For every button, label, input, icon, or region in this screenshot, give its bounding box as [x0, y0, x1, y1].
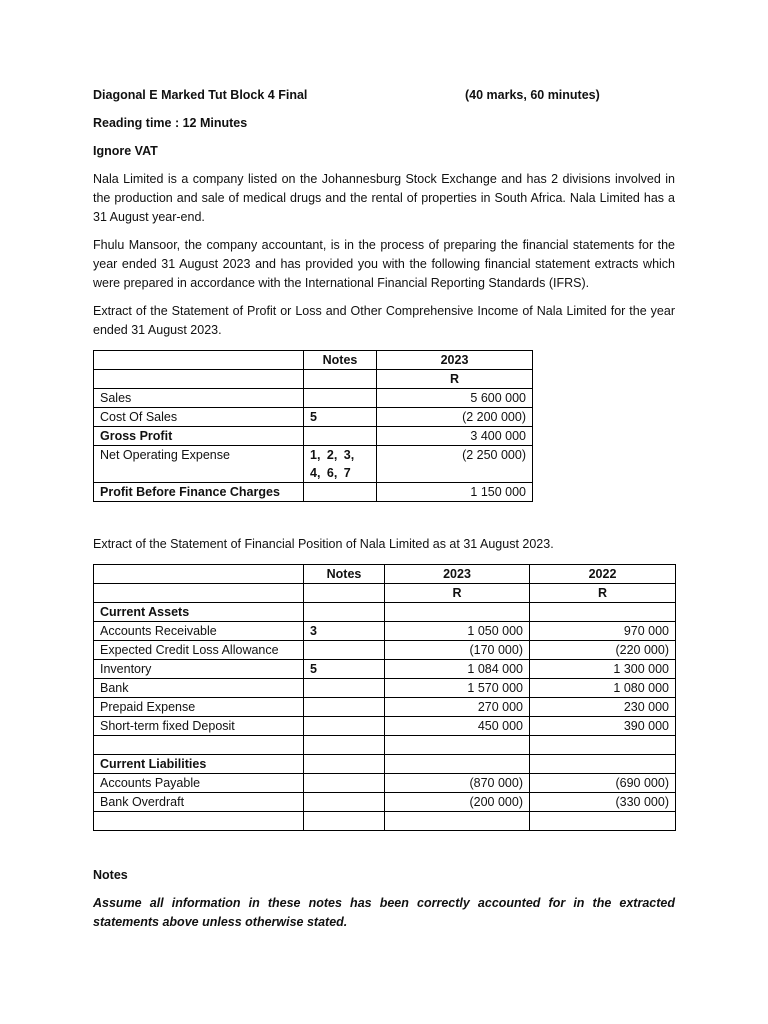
row-note: 3: [304, 622, 385, 641]
table-row: [94, 641, 676, 660]
document-page: [93, 86, 675, 932]
row-label: Prepaid Expense: [94, 698, 304, 717]
table-currency-row: [94, 584, 676, 603]
row-value: (2 250 000): [377, 446, 533, 483]
notes-header: Notes: [304, 351, 377, 370]
year-2022-header: 2022: [530, 565, 676, 584]
row-value: 1 150 000: [377, 483, 533, 502]
row-note: [304, 483, 377, 502]
table-header-row: [94, 351, 533, 370]
table-currency-row: [94, 370, 533, 389]
row-label: Gross Profit: [94, 427, 304, 446]
row-value: 3 400 000: [377, 427, 533, 446]
empty-row: [94, 736, 676, 755]
row-value-2022: (220 000): [530, 641, 676, 660]
row-value-2023: 1 050 000: [385, 622, 530, 641]
currency-header: R: [385, 584, 530, 603]
row-label: Cost Of Sales: [94, 408, 304, 427]
table-row: [94, 389, 533, 408]
notes-heading: Notes: [93, 868, 128, 882]
year-2023-header: 2023: [385, 565, 530, 584]
reading-time: Reading time : 12 Minutes: [93, 116, 248, 130]
row-value-2022: 970 000: [530, 622, 676, 641]
row-note: 1, 2, 3, 4, 6, 7: [304, 446, 377, 483]
row-value-2023: 1 084 000: [385, 660, 530, 679]
row-value: (2 200 000): [377, 408, 533, 427]
row-value-2022: 390 000: [530, 717, 676, 736]
financial-position-table: [93, 564, 676, 831]
row-note: [304, 793, 385, 812]
row-label: Bank Overdraft: [94, 793, 304, 812]
row-note: [304, 679, 385, 698]
table-row: [94, 660, 676, 679]
row-value-2023: 270 000: [385, 698, 530, 717]
row-value-2022: 230 000: [530, 698, 676, 717]
empty-row: [94, 812, 676, 831]
table-row: [94, 408, 533, 427]
row-label: Accounts Receivable: [94, 622, 304, 641]
row-note: 5: [304, 660, 385, 679]
row-note: [304, 717, 385, 736]
row-label: Expected Credit Loss Allowance: [94, 641, 304, 660]
ignore-vat: Ignore VAT: [93, 144, 158, 158]
row-label: Accounts Payable: [94, 774, 304, 793]
row-value-2023: (870 000): [385, 774, 530, 793]
current-liabilities-heading: Current Liabilities: [94, 755, 304, 774]
table-row: [94, 446, 533, 483]
row-value-2023: (170 000): [385, 641, 530, 660]
table-row: [94, 622, 676, 641]
row-value-2023: 1 570 000: [385, 679, 530, 698]
notes-header: Notes: [304, 565, 385, 584]
title-row: [93, 86, 675, 105]
currency-header: R: [530, 584, 676, 603]
current-assets-heading: Current Assets: [94, 603, 304, 622]
row-note: [304, 389, 377, 408]
notes-assumption: Assume all information in these notes has been correctly accounted for in the extracted statements above unless otherwise stated.: [93, 896, 675, 929]
row-note: [304, 427, 377, 446]
position-caption: Extract of the Statement of Financial Position of Nala Limited as at 31 August 2023.: [93, 537, 554, 551]
table-row: [94, 427, 533, 446]
row-value-2022: (330 000): [530, 793, 676, 812]
row-value-2022: 1 080 000: [530, 679, 676, 698]
table-row: [94, 483, 533, 502]
row-note: [304, 641, 385, 660]
table-row: [94, 698, 676, 717]
table-row: [94, 774, 676, 793]
section-heading-row: [94, 603, 676, 622]
row-value-2023: 450 000: [385, 717, 530, 736]
row-label: Inventory: [94, 660, 304, 679]
row-label: Bank: [94, 679, 304, 698]
table-row: [94, 717, 676, 736]
table-header-row: [94, 565, 676, 584]
section-heading-row: [94, 755, 676, 774]
row-label: Profit Before Finance Charges: [94, 483, 304, 502]
row-value-2022: 1 300 000: [530, 660, 676, 679]
marks-info: (40 marks, 60 minutes): [465, 88, 600, 102]
row-note: 5: [304, 408, 377, 427]
table-row: [94, 793, 676, 812]
row-label: Short-term fixed Deposit: [94, 717, 304, 736]
income-statement-table: [93, 350, 533, 502]
row-value-2022: (690 000): [530, 774, 676, 793]
row-note: [304, 698, 385, 717]
currency-header: R: [377, 370, 533, 389]
document-title: Diagonal E Marked Tut Block 4 Final: [93, 88, 308, 102]
table-row: [94, 679, 676, 698]
income-caption: Extract of the Statement of Profit or Loss and Other Comprehensive Income of Nala Limited for the year ended 31 August 2023.: [93, 304, 675, 337]
row-value-2023: (200 000): [385, 793, 530, 812]
intro-paragraph: Nala Limited is a company listed on the Johannesburg Stock Exchange and has 2 divisions involved in the production and sale of medical drugs and the rental of properties in South Africa. Nala Limited has a 31 August year-end.: [93, 172, 675, 224]
row-value: 5 600 000: [377, 389, 533, 408]
row-label: Sales: [94, 389, 304, 408]
row-label: Net Operating Expense: [94, 446, 304, 483]
row-note: [304, 774, 385, 793]
accountant-paragraph: Fhulu Mansoor, the company accountant, is in the process of preparing the financial statements for the year ended 31 August 2023 and has provided you with the following financial statement extracts which were prepared in accordance with the International Financial Reporting Standards (IFRS).: [93, 238, 675, 290]
year-header: 2023: [377, 351, 533, 370]
